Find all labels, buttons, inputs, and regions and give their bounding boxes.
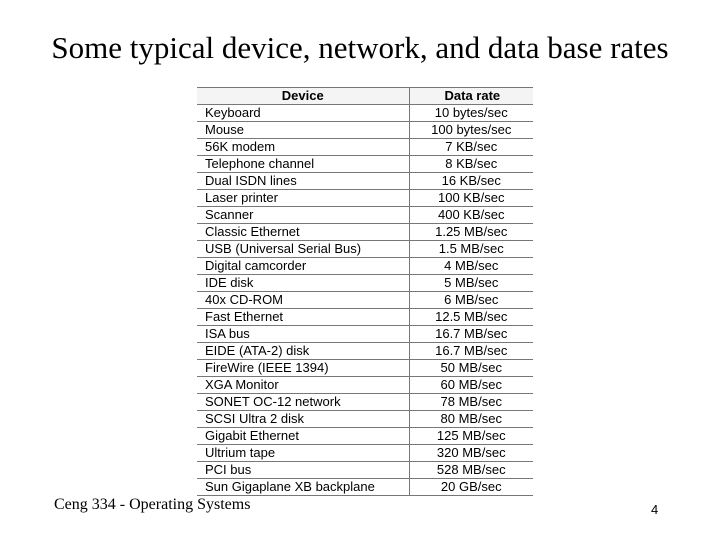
device-name-cell: Digital camcorder <box>197 258 409 275</box>
device-name-cell: Sun Gigaplane XB backplane <box>197 479 409 496</box>
page-number: 4 <box>651 502 659 517</box>
data-rate-cell: 12.5 MB/sec <box>409 309 533 326</box>
data-rate-cell: 16 KB/sec <box>409 173 533 190</box>
table-row <box>197 190 533 207</box>
table-row <box>197 258 533 275</box>
data-rate-cell: 16.7 MB/sec <box>409 343 533 360</box>
device-name-cell: Dual ISDN lines <box>197 173 409 190</box>
device-name-cell: SONET OC-12 network <box>197 394 409 411</box>
data-rate-cell: 50 MB/sec <box>409 360 533 377</box>
table-row <box>197 428 533 445</box>
table-row <box>197 139 533 156</box>
table-row <box>197 343 533 360</box>
table-header-row <box>197 88 533 105</box>
data-rate-cell: 4 MB/sec <box>409 258 533 275</box>
data-rate-cell: 8 KB/sec <box>409 156 533 173</box>
table-row <box>197 241 533 258</box>
table-row <box>197 207 533 224</box>
data-rate-cell: 7 KB/sec <box>409 139 533 156</box>
device-name-cell: USB (Universal Serial Bus) <box>197 241 409 258</box>
data-rate-cell: 1.5 MB/sec <box>409 241 533 258</box>
device-name-cell: Mouse <box>197 122 409 139</box>
device-name-cell: XGA Monitor <box>197 377 409 394</box>
table-row <box>197 173 533 190</box>
device-name-cell: 40x CD-ROM <box>197 292 409 309</box>
device-name-cell: Fast Ethernet <box>197 309 409 326</box>
device-name-cell: Keyboard <box>197 105 409 122</box>
table-row <box>197 122 533 139</box>
data-rate-cell: 78 MB/sec <box>409 394 533 411</box>
data-rate-cell: 16.7 MB/sec <box>409 326 533 343</box>
data-rate-cell: 320 MB/sec <box>409 445 533 462</box>
table-row <box>197 105 533 122</box>
table-body <box>197 105 533 496</box>
slide-title: Some typical device, network, and data base rates <box>51 30 669 65</box>
device-name-cell: FireWire (IEEE 1394) <box>197 360 409 377</box>
data-rate-cell: 80 MB/sec <box>409 411 533 428</box>
table-row <box>197 292 533 309</box>
table-row <box>197 224 533 241</box>
device-name-cell: Classic Ethernet <box>197 224 409 241</box>
data-rate-cell: 400 KB/sec <box>409 207 533 224</box>
table-row <box>197 394 533 411</box>
device-name-cell: Telephone channel <box>197 156 409 173</box>
device-name-cell: Laser printer <box>197 190 409 207</box>
device-name-cell: EIDE (ATA-2) disk <box>197 343 409 360</box>
device-name-cell: 56K modem <box>197 139 409 156</box>
table-row <box>197 275 533 292</box>
data-rate-cell: 1.25 MB/sec <box>409 224 533 241</box>
data-rate-cell: 100 bytes/sec <box>409 122 533 139</box>
table-row <box>197 360 533 377</box>
device-name-cell: SCSI Ultra 2 disk <box>197 411 409 428</box>
device-rates-table <box>197 87 533 496</box>
device-name-cell: IDE disk <box>197 275 409 292</box>
data-rate-cell: 100 KB/sec <box>409 190 533 207</box>
table-row <box>197 411 533 428</box>
footer-course-title: Ceng 334 - Operating Systems <box>54 496 251 513</box>
device-name-cell: Gigabit Ethernet <box>197 428 409 445</box>
data-rate-cell: 20 GB/sec <box>409 479 533 496</box>
table-row <box>197 156 533 173</box>
data-rate-cell: 6 MB/sec <box>409 292 533 309</box>
data-rate-cell: 10 bytes/sec <box>409 105 533 122</box>
data-rate-cell: 528 MB/sec <box>409 462 533 479</box>
data-rate-cell: 5 MB/sec <box>409 275 533 292</box>
device-name-cell: Ultrium tape <box>197 445 409 462</box>
table-row <box>197 479 533 496</box>
table-row <box>197 377 533 394</box>
device-name-cell: ISA bus <box>197 326 409 343</box>
data-rate-column-header: Data rate <box>409 88 533 105</box>
table-row <box>197 445 533 462</box>
data-rate-cell: 60 MB/sec <box>409 377 533 394</box>
table-row <box>197 462 533 479</box>
device-column-header: Device <box>197 88 409 105</box>
data-rate-cell: 125 MB/sec <box>409 428 533 445</box>
device-name-cell: Scanner <box>197 207 409 224</box>
device-name-cell: PCI bus <box>197 462 409 479</box>
table-row <box>197 309 533 326</box>
table-row <box>197 326 533 343</box>
